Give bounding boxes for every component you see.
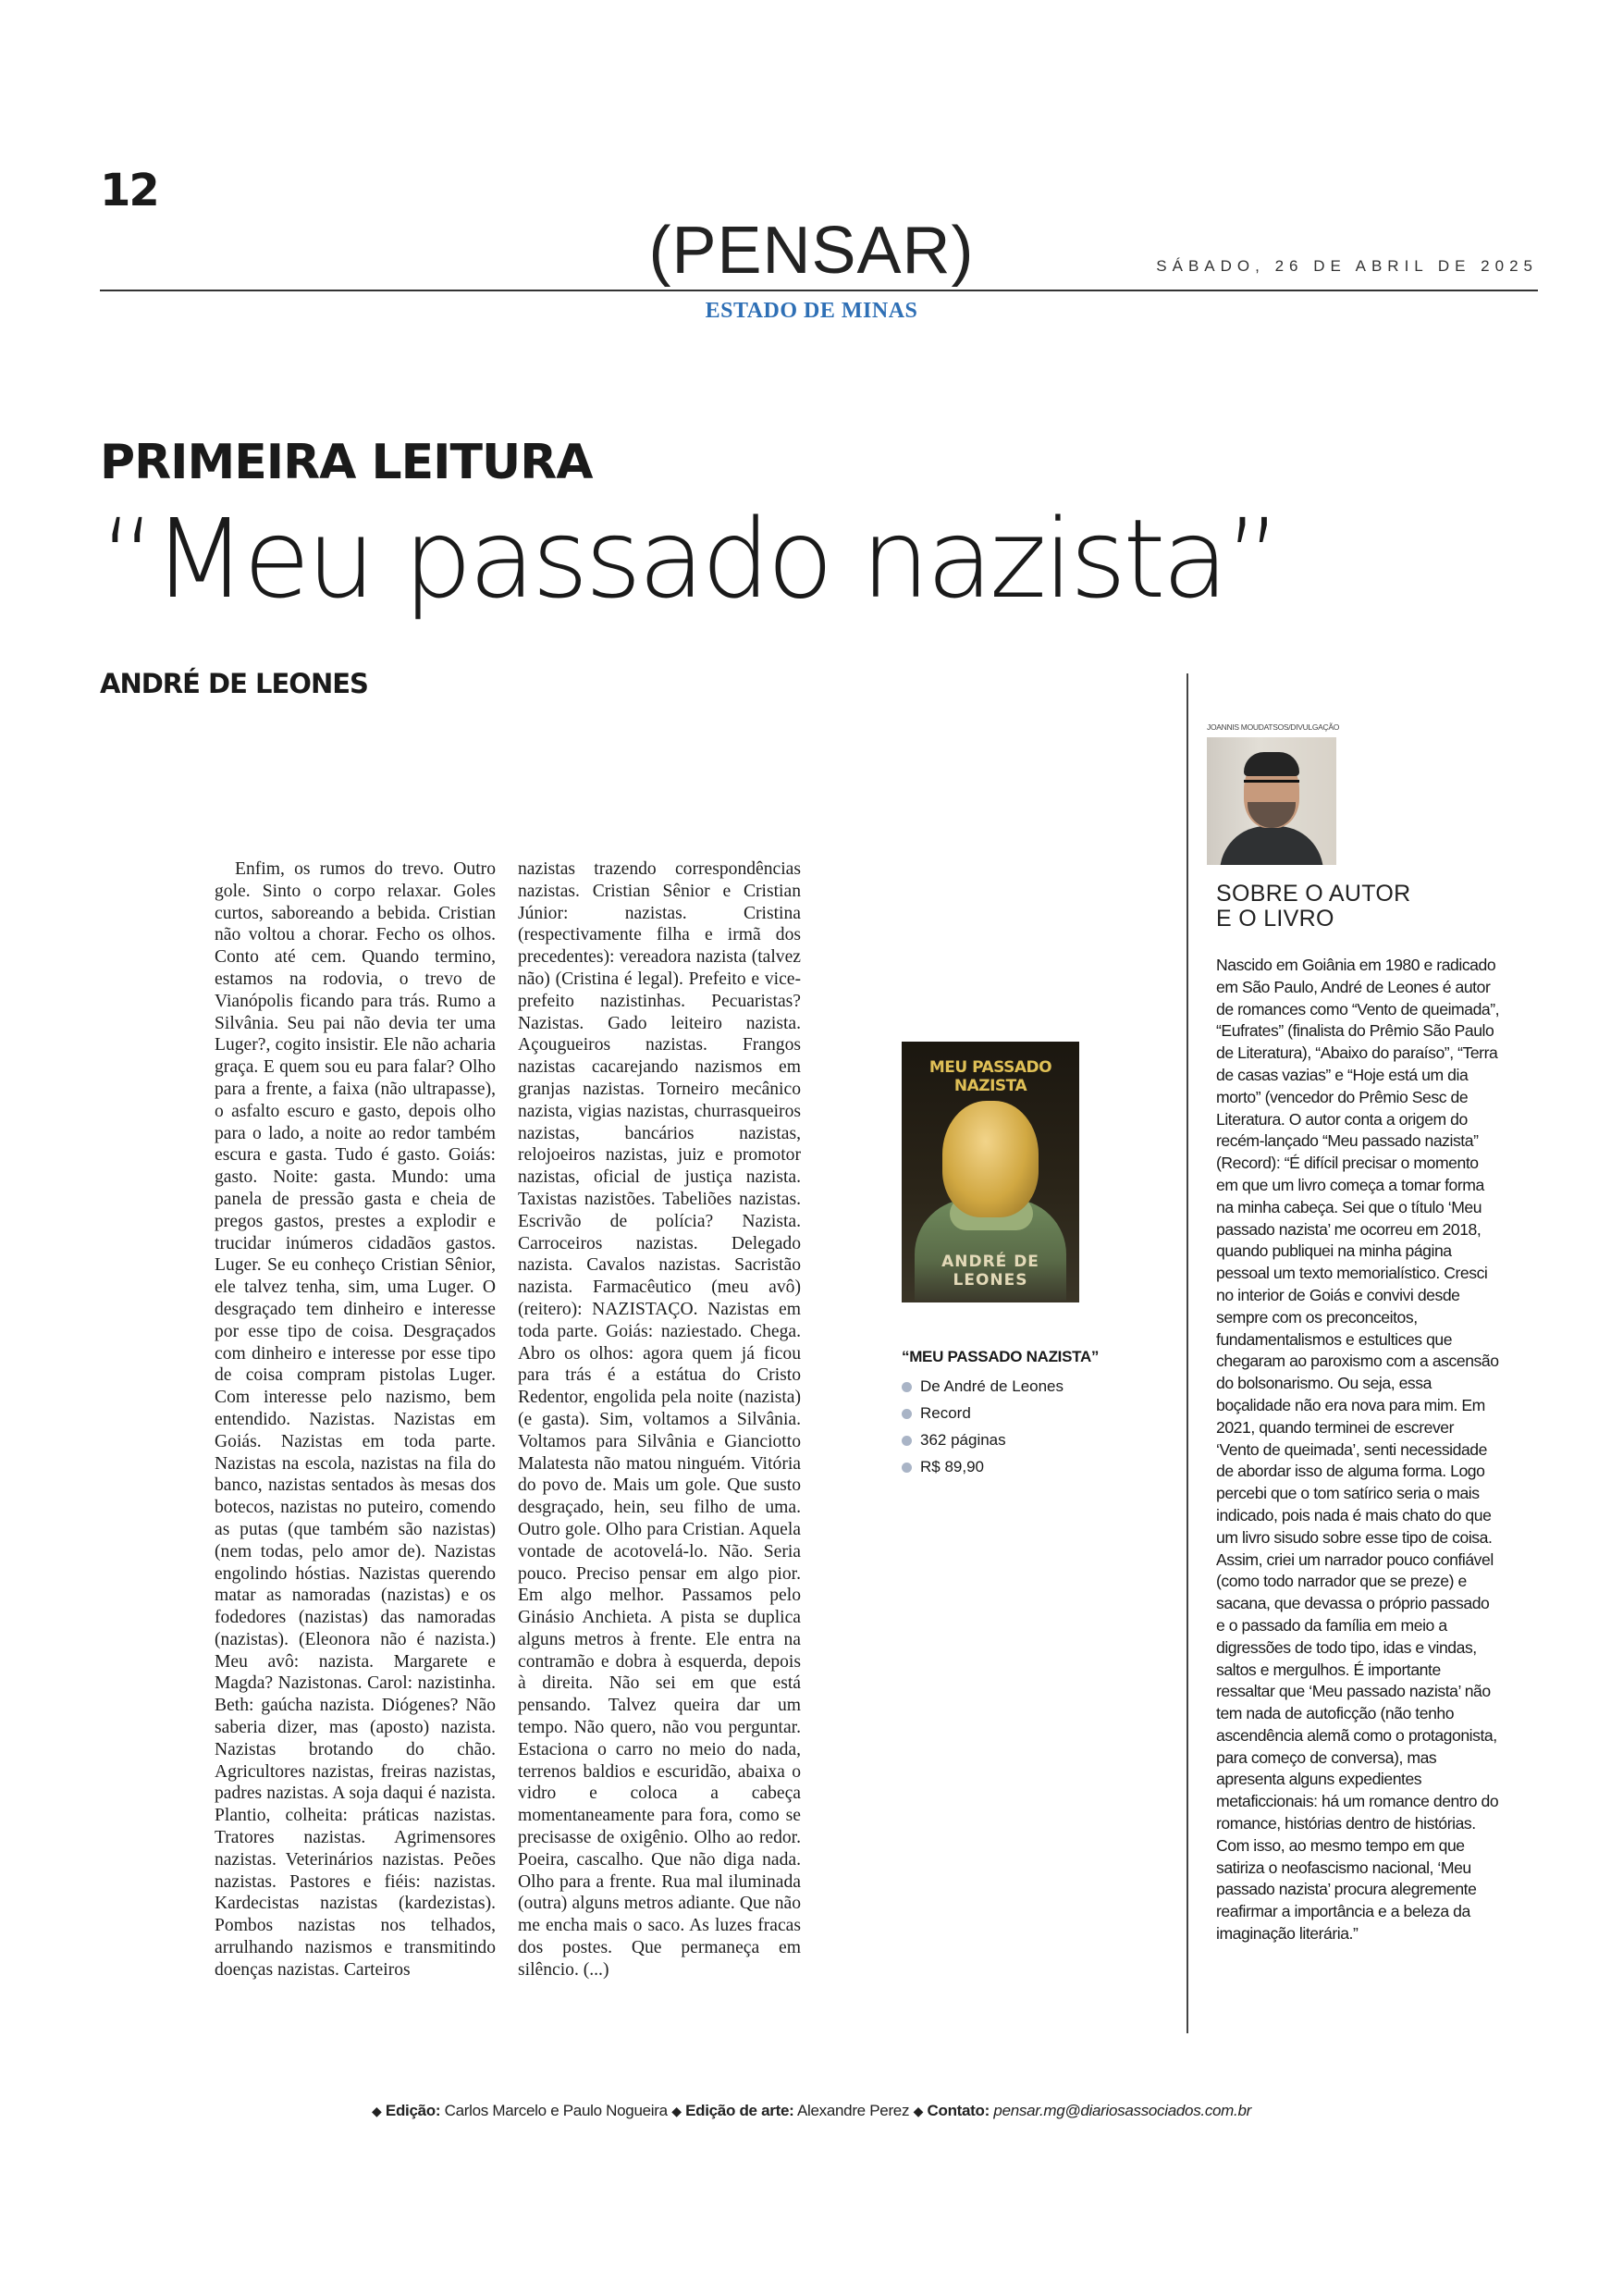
footer-edicao-value: Carlos Marcelo e Paulo Nogueira <box>444 2102 668 2119</box>
section-title: (PENSAR) <box>648 214 975 288</box>
footer-contato-email: pensar.mg@diariosassociados.com.br <box>993 2102 1251 2119</box>
bullet-icon <box>902 1382 912 1392</box>
book-detail-publisher: Record <box>902 1400 1064 1426</box>
book-details-list <box>902 1373 1064 1480</box>
photo-hair <box>1244 752 1299 776</box>
author-photo <box>1207 737 1336 865</box>
article-column-1: Enfim, os rumos do trevo. Outro gole. Sinto o corpo relaxar. Goles curtos, saboreando a bebida. Cristian não voltou a chorar. Fecho os olhos. Conto até cem. Quando termino, estamos na rodovia, o trevo de Vianópolis ficando para trás. Rumo a Silvânia. Seu pai não devia ter uma Luger?, cogito insistir. Ele não acharia graça. E quem sou eu para falar? Olho para a frente, a faixa (não ultrapasse), o asfalto escuro e gasto, depois olho para o lado, a noite ao redor também escura e gasta. Tudo é gasto. Goiás: gasto. Noite: gasta. Mundo: uma panela de pressão gasta e cheia de pregos gastos, prestes a explodir e trucidar inúmeros cidadãos gastos. Luger. Se eu conheço Cristian Sênior, ele talvez tenha, sim, uma Luger. O desgraçado tem dinheiro e interesse por esse tipo de coisa. Desgraçados com dinheiro e interesse por esse tipo de coisa compram pistolas Luger. Com interesse pelo nazismo, bem entendido. Nazistas. Nazistas em Goiás. Nazistas em toda parte. Nazistas na escola, nazistas na fila do banco, nazistas sentados às mesas dos botecos, nazistas no puteiro, comendo as putas (que também são nazistas) (nem todas, pelo amor de). Nazistas engolindo hóstias. Nazistas querendo matar as namoradas (nazistas) e os fodedores (nazistas) das namoradas (nazistas). (Eleonora não é nazista.) Meu avô: nazista. Margarete e Magda? Nazistonas. Carol: nazistinha. Beth: gaúcha nazista. Diógenes? Não saberia dizer, mas (aposto) nazista. Nazistas brotando do chão. Agricultores nazistas, freiras nazistas, padres nazistas. A soja daqui é nazista. Plantio, colheita: práticas nazistas. Tratores nazistas. Agrimensores nazistas. Veterinários nazistas. Peões nazistas. Pastores e fiéis: nazistas. Kardecistas nazistas (kardezistas). Pombos nazistas nos telhados, arrulhando nazismos e transmitindo doenças nazistas. Carteiros <box>215 859 496 1980</box>
book-detail-price: R$ 89,90 <box>902 1453 1064 1480</box>
article-kicker: PRIMEIRA LEITURA <box>100 435 593 490</box>
sidebar-title <box>1216 882 1410 932</box>
article-byline: ANDRÉ DE LEONES <box>100 668 368 699</box>
photo-shirt <box>1220 826 1323 865</box>
cover-title: MEU PASSADO NAZISTA <box>928 1058 1052 1095</box>
cover-figure-head <box>942 1101 1039 1217</box>
cover-author: ANDRÉ DE LEONES <box>941 1253 1039 1290</box>
footer-arte-label: Edição de arte: <box>685 2102 794 2119</box>
footer-arte-value: Alexandre Perez <box>796 2102 910 2119</box>
newspaper-name: ESTADO DE MINAS <box>705 299 918 323</box>
diamond-icon: ◆ <box>372 2104 382 2118</box>
footer-edicao-label: Edição: <box>385 2102 441 2119</box>
diamond-icon: ◆ <box>913 2104 924 2118</box>
bullet-icon <box>902 1436 912 1446</box>
book-cover <box>902 1042 1079 1302</box>
photo-glasses <box>1244 780 1299 795</box>
header-rule <box>100 290 1538 291</box>
issue-date: SÁBADO, 26 DE ABRIL DE 2025 <box>1156 257 1538 275</box>
footer-credits <box>0 2102 1623 2120</box>
book-detail-author: De André de Leones <box>902 1373 1064 1400</box>
article-headline: “Meu passado nazista” <box>100 495 1278 623</box>
bullet-icon <box>902 1463 912 1473</box>
page-number: 12 <box>100 165 158 216</box>
book-detail-pages: 362 páginas <box>902 1426 1064 1453</box>
sidebar-text: Nascido em Goiânia em 1980 e radicado em São Paulo, André de Leones é autor de romances como “Vento de queimada”, “Eufrates” (finalista do Prêmio São Paulo de Literatura), “Abaixo do paraíso”, “Terra de casas vazias” e “Hoje está um dia morto” (vencedor do Prêmio Sesc de Literatura. O autor conta a origem do recém-lançado “Meu passado nazista” (Record): “É difícil precisar o momento em que um livro começa a tomar forma na minha cabeça. Sei que o título ‘Meu passado nazista’ me ocorreu em 2018, quando publiquei na minha página pessoal um texto memorialístico. Cresci no interior de Goiás e convivi desde sempre com os preconceitos, fundamentalismos e estultices que chegaram ao paroxismo com a ascensão do bolsonarismo. Ou seja, essa boçalidade não era nova para mim. Em 2021, quando terminei de escrever ‘Vento de queimada’, senti necessidade de abordar isso de alguma forma. Logo percebi que o tom satírico seria o mais indicado, pois nada é mais chato do que um livro sisudo sobre esse tipo de coisa. Assim, criei um narrador pouco confiável (como todo narrador que se preze) e sacana, que devassa o próprio passado e o passado da família em meio a digressões de todo tipo, idas e vindas, saltos e mergulhos. É importante ressaltar que ‘Meu passado nazista’ não tem nada de autoficção (não tenho ascendência alemã como o protagonista, para começo de conversa), mas apresenta alguns expedientes metaficcionais: há um romance dentro do romance, histórias dentro de histórias. Com isso, ao mesmo tempo em que satiriza o neofascismo nacional, ‘Meu passado nazista’ procura alegremente reafirmar a importância e a beleza da imaginação literária.” <box>1216 956 1500 1944</box>
photo-credit: JOANNIS MOUDATSOS/DIVULGAÇÃO <box>1207 722 1340 732</box>
book-info-title: “MEU PASSADO NAZISTA” <box>902 1348 1100 1365</box>
bullet-icon <box>902 1409 912 1419</box>
sidebar-divider <box>1187 673 1188 2033</box>
sidebar-title-line-1: SOBRE O AUTOR <box>1216 881 1411 907</box>
diamond-icon: ◆ <box>671 2104 682 2118</box>
footer-contato-label: Contato: <box>927 2102 990 2119</box>
article-column-2: nazistas trazendo correspondências nazistas. Cristian Sênior e Cristian Júnior: nazistas. Cristina (respectivamente filha e irmã dos precedentes): vereadora nazista (talvez não) (Cristina é legal). Prefeito e vice-prefeito nazistinhas. Pecuaristas? Nazistas. Gado leiteiro nazista. Açougueiros nazistas. Frangos nazistas cacarejando nazismos em granjas nazistas. Torneiro mecânico nazista, vigias nazistas, churrasqueiros nazistas, bancários nazistas, relojoeiros nazistas, juiz e promotor nazistas, oficial de justiça nazista. Taxistas nazistões. Tabeliões nazistas. Escrivão de polícia? Nazista. Carroceiros nazistas. Delegado nazista. Cavalos nazistas. Sacristão nazista. Farmacêutico (meu avô) (reitero): NAZISTAÇO. Nazistas em toda parte. Goiás: naziestado. Chega. Abro os olhos: agora quem já ficou para trás é a estátua do Cristo Redentor, engolida pela noite (nazista) (e gasta). Sim, voltamos a Silvânia. Voltamos para Silvânia e Gianciotto Malatesta não matou ninguém. Vitória do povo de. Mais um gole. Que susto desgraçado, hein, seu filho de uma. Outro gole. Olho para Cristian. Aquela vontade de acotovelá-lo. Não. Seria pouco. Preciso pensar em algo pior. Em algo melhor. Passamos pelo Ginásio Anchieta. A pista se duplica alguns metros à frente. Ele entra na contramão e dobra à esquerda, depois à direita. Não sei em que está pensando. Talvez queira dar um tempo. Não quero, não vou perguntar. Estaciona o carro no meio do nada, terrenos baldios e escuridão, abaixa o vidro e coloca a cabeça momentaneamente para fora, como se precisasse de oxigênio. Olho ao redor. Poeira, cascalho. Que não diga nada. Olho para a frente. Rua mal iluminada (outra) alguns metros adiante. Que não me encha mais o saco. As luzes fracas dos postes. Que permaneça em silêncio. (...) <box>518 859 801 1980</box>
sidebar-title-line-2: E O LIVRO <box>1216 906 1334 932</box>
